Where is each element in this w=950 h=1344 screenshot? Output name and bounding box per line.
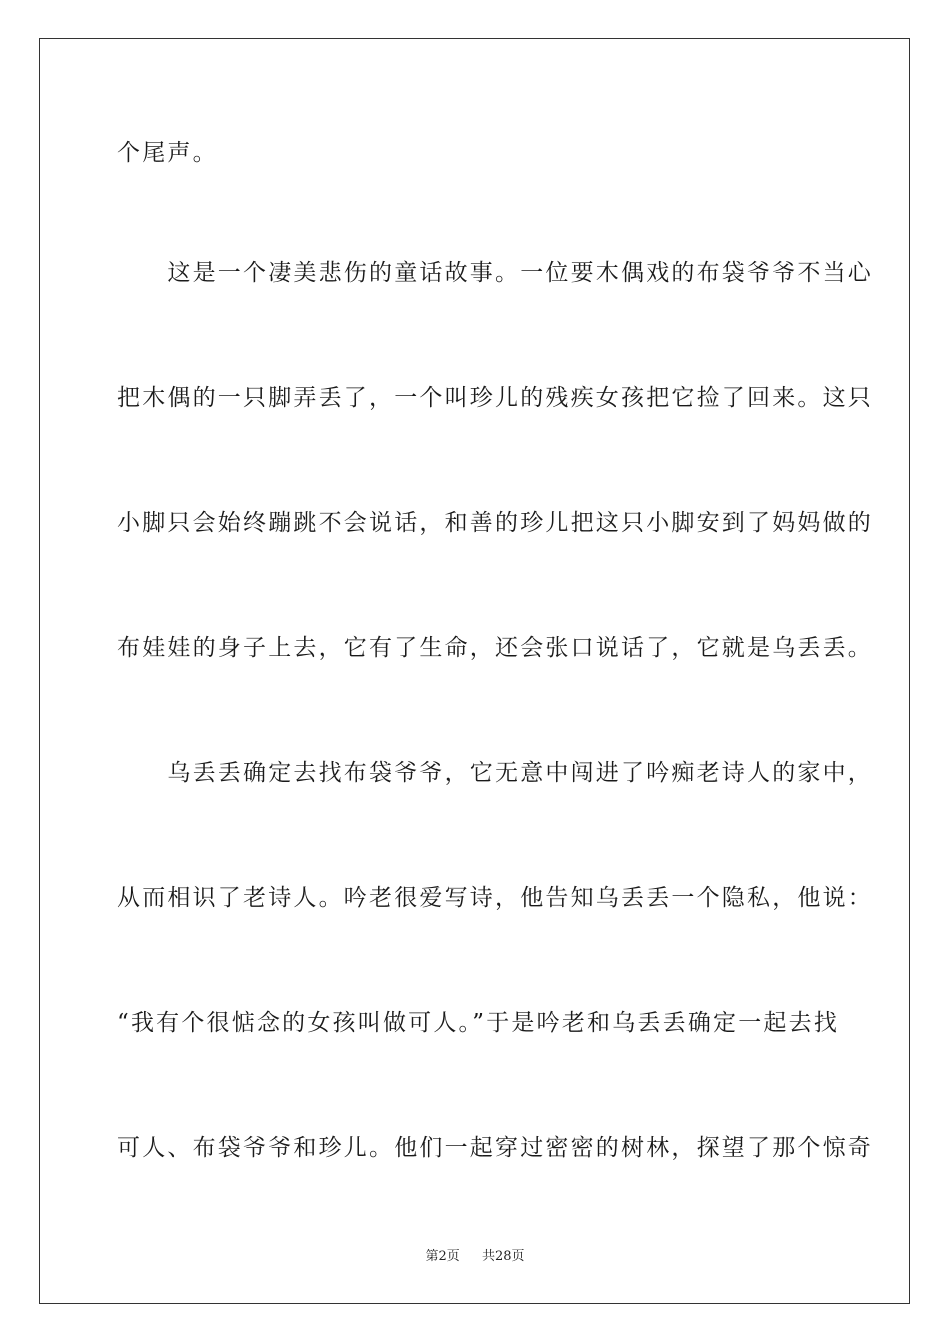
- page-footer: [0, 1248, 950, 1266]
- text-line-7: 从而相识了老诗人。吟老很爱写诗，他告知乌丢丢一个隐私，他说：: [117, 885, 873, 911]
- text-line-3: 把木偶的一只脚弄丢了，一个叫珍儿的残疾女孩把它捡了回来。这只: [117, 385, 873, 411]
- text-line-6: 乌丢丢确定去找布袋爷爷，它无意中闯进了吟痴老诗人的家中，: [117, 760, 873, 786]
- text-line-1: 个尾声。: [117, 140, 218, 166]
- text-line-4: 小脚只会始终蹦跳不会说话，和善的珍儿把这只小脚安到了妈妈做的: [117, 510, 873, 536]
- page-total: 共28页: [482, 1249, 525, 1264]
- text-line-5: 布娃娃的身子上去，它有了生命，还会张口说话了，它就是乌丢丢。: [117, 635, 873, 661]
- text-line-2: 这是一个凄美悲伤的童话故事。一位要木偶戏的布袋爷爷不当心: [117, 260, 873, 286]
- text-line-8: “我有个很惦念的女孩叫做可人。”于是吟老和乌丢丢确定一起去找: [117, 1010, 840, 1036]
- page-number: 第2页: [425, 1249, 460, 1264]
- page-border: [39, 38, 910, 1304]
- text-line-9: 可人、布袋爷爷和珍儿。他们一起穿过密密的树林，探望了那个惊奇: [117, 1135, 873, 1161]
